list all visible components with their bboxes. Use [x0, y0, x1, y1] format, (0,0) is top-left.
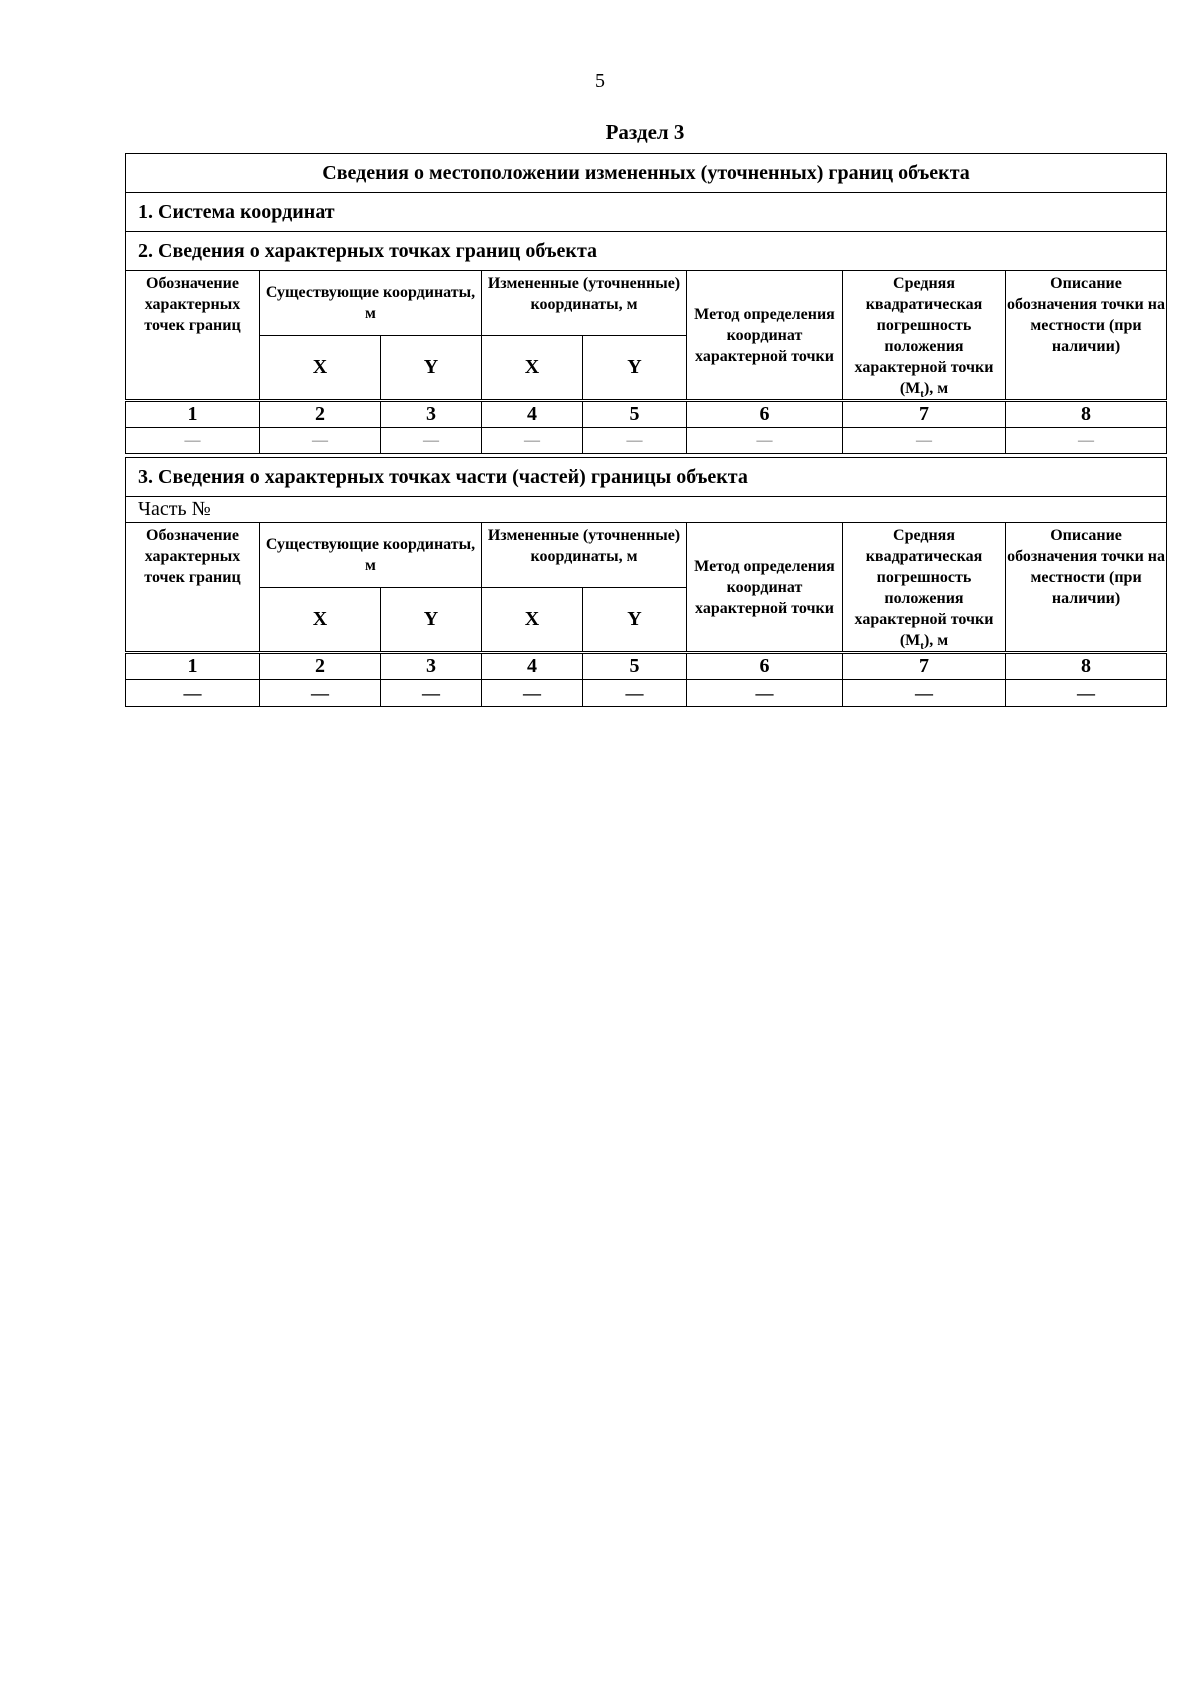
col-number: 3: [381, 401, 482, 428]
header-existing-y: Y: [381, 588, 482, 653]
col-number: 7: [843, 401, 1006, 428]
col-number: 8: [1006, 653, 1167, 680]
header-changed-x: X: [482, 336, 583, 401]
empty-cell: —: [687, 428, 843, 454]
header-changed-y: Y: [583, 588, 687, 653]
empty-cell: —: [482, 428, 583, 454]
header-changed-coords: Измененные (уточненные) координаты, м: [482, 523, 687, 588]
header-existing-coords: Существующие координаты, м: [260, 271, 482, 336]
col-number: 5: [583, 653, 687, 680]
header-error: Средняя квадратическая погрешность положения характерной точки $(M_t)$, м: [843, 271, 1006, 401]
col-number: 6: [687, 653, 843, 680]
empty-cell: —: [260, 680, 381, 707]
empty-cell: —: [126, 428, 260, 454]
boundary-points-heading: 2. Сведения о характерных точках границ объекта: [126, 232, 1167, 271]
header-designation: Обозначение характерных точек границ: [126, 523, 260, 653]
col-number: 4: [482, 401, 583, 428]
coordinate-system-heading: 1. Система координат: [126, 193, 1167, 232]
section-title: Раздел 3: [605, 120, 685, 144]
header-changed-x: X: [482, 588, 583, 653]
col-number: 4: [482, 653, 583, 680]
header-designation: Обозначение характерных точек границ: [126, 271, 260, 401]
col-number: 3: [381, 653, 482, 680]
header-existing-x: X: [260, 588, 381, 653]
header-changed-y: Y: [583, 336, 687, 401]
empty-cell: —: [583, 428, 687, 454]
empty-cell: —: [843, 428, 1006, 454]
header-method: Метод определения координат характерной точки: [687, 523, 843, 653]
header-changed-coords: Измененные (уточненные) координаты, м: [482, 271, 687, 336]
empty-cell: —: [381, 680, 482, 707]
header-description: Описание обозначения точки на местности (при наличии): [1006, 271, 1167, 401]
part-boundaries-table: [125, 457, 1167, 707]
col-number: 1: [126, 653, 260, 680]
empty-cell: —: [583, 680, 687, 707]
page-number: 5: [595, 70, 605, 92]
header-existing-y: Y: [381, 336, 482, 401]
col-number: 6: [687, 401, 843, 428]
empty-cell: —: [1006, 428, 1167, 454]
empty-cell: —: [126, 680, 260, 707]
col-number: 1: [126, 401, 260, 428]
col-number: 7: [843, 653, 1006, 680]
main-title: Сведения о местоположении измененных (уточненных) границ объекта: [126, 154, 1167, 193]
empty-cell: —: [482, 680, 583, 707]
col-number: 2: [260, 401, 381, 428]
empty-cell: —: [381, 428, 482, 454]
empty-cell: —: [687, 680, 843, 707]
header-description: Описание обозначения точки на местности (при наличии): [1006, 523, 1167, 653]
header-error: Средняя квадратическая погрешность положения характерной точки $(M_t)$, м: [843, 523, 1006, 653]
empty-cell: —: [1006, 680, 1167, 707]
header-existing-coords: Существующие координаты, м: [260, 523, 482, 588]
col-number: 2: [260, 653, 381, 680]
part-number-label: Часть №: [126, 497, 1167, 523]
boundaries-table: [125, 153, 1167, 454]
header-method: Метод определения координат характерной точки: [687, 271, 843, 401]
empty-cell: —: [260, 428, 381, 454]
col-number: 5: [583, 401, 687, 428]
part-points-heading: 3. Сведения о характерных точках части (частей) границы объекта: [126, 458, 1167, 497]
col-number: 8: [1006, 401, 1167, 428]
empty-cell: —: [843, 680, 1006, 707]
header-existing-x: X: [260, 336, 381, 401]
